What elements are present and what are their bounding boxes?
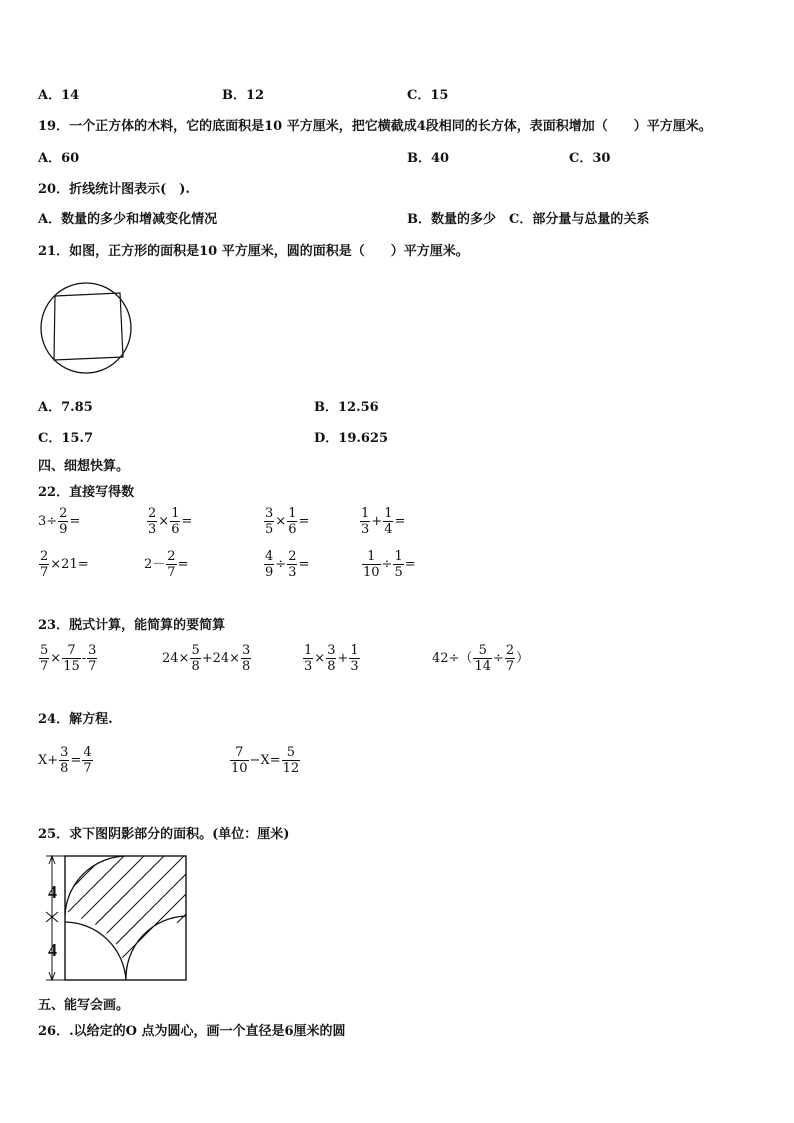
q23-expr-4: 42÷（ $\frac{5}{14}$ ÷ $\frac{2}{7}$ ） <box>432 643 530 674</box>
q23-stem: 23．脱式计算，能简算的要简算 <box>38 618 226 633</box>
section-4-heading: 四、细想快算。 <box>38 459 130 474</box>
q23-expr-3: $\frac{1}{3}$ × $\frac{3}{8}$ + $\frac{1}{3}$ <box>304 643 359 674</box>
q21-square <box>54 293 123 360</box>
q25-dimension-top-label: 4 <box>48 882 57 902</box>
q19-option-c: C．30 <box>569 151 611 166</box>
q21-circle-square-figure <box>38 280 134 376</box>
q24-stem: 24．解方程. <box>38 712 113 727</box>
q19-option-b: B．40 <box>407 151 450 166</box>
q25-arc-top-left <box>65 856 126 916</box>
q20-option-a: A．数量的多少和增减变化情况 <box>38 212 218 227</box>
q22-expr-3: $\frac{3}{5}$ × $\frac{1}{6}$ = <box>265 506 310 537</box>
q20-option-bc: B．数量的多少 C．部分量与总量的关系 <box>407 212 650 227</box>
q23-expr-2: 24× $\frac{5}{8}$ +24× $\frac{3}{8}$ <box>162 643 251 674</box>
section-5-heading: 五、能写会画。 <box>38 998 130 1013</box>
q22-expr-6: 2－ $\frac{2}{7}$ = <box>144 549 189 580</box>
q25-arc-bottom-left <box>65 922 126 980</box>
q22-expr-5: $\frac{2}{7}$ ×21= <box>40 549 89 580</box>
q21-option-d: D．19.625 <box>314 431 389 446</box>
q21-stem: 21．如图，正方形的面积是10 平方厘米，圆的面积是（ ）平方厘米。 <box>38 244 469 259</box>
q25-shaded-region-figure <box>38 852 193 984</box>
q19-stem: 19．一个正方体的木料，它的底面积是10 平方厘米，把它横截成4段相同的长方体，表面积增加（ ）平方厘米。 <box>38 119 712 134</box>
q26-stem: 26．.以给定的O 点为圆心，画一个直径是6厘米的圆 <box>38 1024 346 1039</box>
q24-equation-1: X+ $\frac{3}{8}$ = $\frac{4}{7}$ <box>38 745 92 776</box>
q24-equation-2: $\frac{7}{10}$ −X= $\frac{5}{12}$ <box>231 745 300 776</box>
q18-option-a: A．14 <box>38 88 80 103</box>
q21-option-b: B．12.56 <box>314 400 379 415</box>
q22-expr-4: $\frac{1}{3}$ + $\frac{1}{4}$ = <box>361 506 406 537</box>
q21-option-c: C．15.7 <box>38 431 94 446</box>
q23-expr-1: $\frac{5}{7}$ × $\frac{7}{15}$ - $\frac{3}{7}$ <box>40 643 97 674</box>
q22-expr-8: $\frac{1}{10}$ ÷ $\frac{1}{5}$ = <box>363 549 416 580</box>
q20-stem: 20．折线统计图表示( ). <box>38 182 190 197</box>
q25-stem: 25．求下图阴影部分的面积。(单位：厘米) <box>38 827 290 842</box>
q22-expr-1: 3÷ $\frac{2}{9}$ = <box>38 506 81 537</box>
q22-expr-7: $\frac{4}{9}$ ÷ $\frac{2}{3}$ = <box>265 549 310 580</box>
q18-option-c: C．15 <box>407 88 449 103</box>
q22-expr-2: $\frac{2}{3}$ × $\frac{1}{6}$ = <box>148 506 193 537</box>
q19-option-a: A．60 <box>38 151 80 166</box>
q18-option-b: B．12 <box>222 88 265 103</box>
q22-stem: 22．直接写得数 <box>38 485 135 500</box>
q21-option-a: A．7.85 <box>38 400 93 415</box>
q25-dimension-bottom-label: 4 <box>48 940 57 960</box>
